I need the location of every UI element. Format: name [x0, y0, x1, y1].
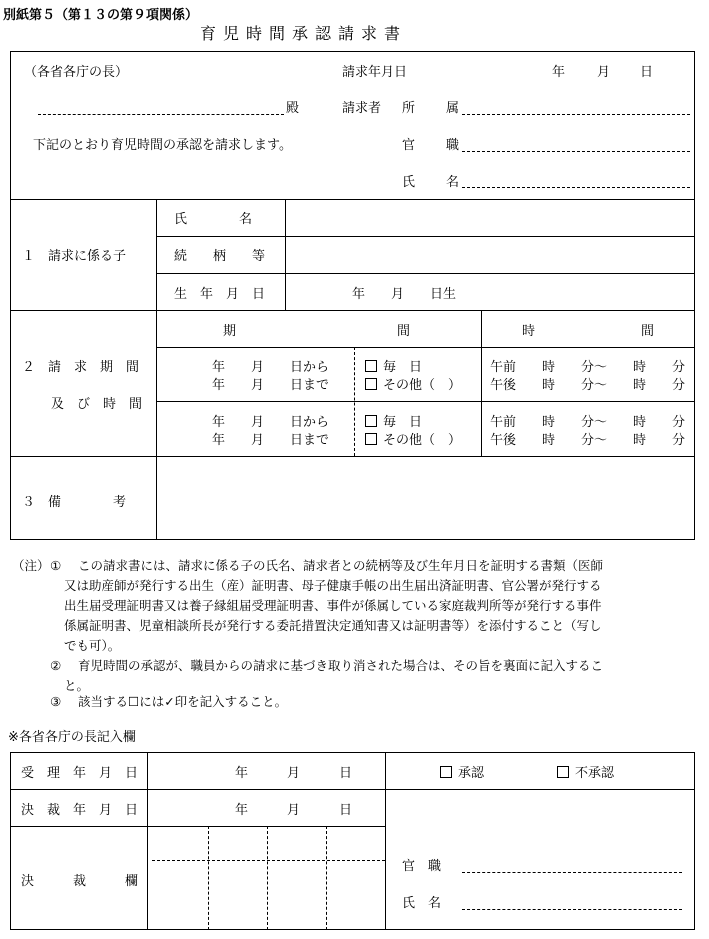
remarks-field[interactable]	[158, 458, 694, 539]
option-daily-1[interactable]: 毎 日	[365, 356, 422, 375]
option-other-2[interactable]: その他（ ）	[365, 429, 461, 448]
checkbox-icon[interactable]	[365, 360, 377, 372]
approval-grid-divider	[208, 826, 209, 930]
checkbox-icon[interactable]	[365, 433, 377, 445]
child-relation-label: 続 柄 等	[174, 249, 266, 264]
ministry-heading: ※各省各庁の長記入欄	[8, 730, 136, 745]
checkbox-icon[interactable]	[365, 415, 377, 427]
request-date-label: 請求年月日	[342, 65, 408, 80]
note-1-line-2: 又は助産師が発行する出生（産）証明書、母子健康手帳の出生届出済証明書、官公署が発行する	[64, 578, 602, 593]
child-birthdate-label: 生 年 月 日	[174, 287, 266, 302]
notes-prefix: （注）	[12, 558, 50, 573]
checkbox-icon[interactable]	[557, 766, 569, 778]
dono-label: 殿	[286, 101, 300, 116]
ministry-post-line[interactable]	[462, 872, 682, 873]
address-line[interactable]	[462, 114, 690, 115]
note-3-line-1: 該当する☐には✓印を記入すること。	[78, 694, 288, 709]
note-1-line-3: 出生届受理証明書又は養子縁組届受理証明書、事件が係属している家庭裁判所等が発行する事件	[64, 598, 602, 613]
request-date-month: 月	[597, 65, 611, 80]
time-am-2[interactable]: 午前 時 分～ 時 分	[490, 415, 686, 430]
period-section-label-2: 及 び 時 間	[51, 397, 143, 412]
note-2-line-2: と。	[64, 678, 90, 693]
period-section-label-1: ２ 請 求 期 間	[22, 360, 140, 375]
request-date-day: 日	[640, 65, 654, 80]
request-date-year: 年	[552, 65, 566, 80]
time-header-b: 間	[641, 324, 655, 339]
name-label2: 名	[446, 175, 460, 190]
address-label: 所	[402, 101, 416, 116]
child-name-label: 氏 名	[174, 212, 253, 227]
period-to-1[interactable]: 年 月 日まで	[212, 378, 330, 393]
form-title: 育児時間承認請求書	[200, 24, 408, 43]
note-1-line-1: この請求書には、請求に係る子の氏名、請求者との続柄等及び生年月日を証明する書類（医師	[78, 558, 604, 573]
note-1-num: ①	[50, 558, 62, 573]
checkbox-icon[interactable]	[440, 766, 452, 778]
child-section-label: １ 請求に係る子	[22, 249, 127, 264]
remarks-label: ３ 備 考	[22, 495, 127, 510]
ministry-name-line[interactable]	[462, 909, 682, 910]
period-from-2[interactable]: 年 月 日から	[212, 415, 330, 430]
period-to-2[interactable]: 年 月 日まで	[212, 433, 330, 448]
name-label: 氏	[402, 175, 416, 190]
time-pm-2[interactable]: 午後 時 分～ 時 分	[490, 433, 686, 448]
approval-column-label: 決 裁 欄	[21, 874, 139, 889]
form-number: 別紙第５（第１３の第９項関係）	[3, 8, 199, 23]
option-daily-2[interactable]: 毎 日	[365, 411, 422, 430]
ministry-name-label: 氏 名	[402, 896, 442, 911]
time-pm-1[interactable]: 午後 時 分～ 時 分	[490, 378, 686, 393]
decision-date-value[interactable]: 年 月 日	[235, 803, 353, 818]
approve-option[interactable]: 承認	[440, 762, 484, 781]
time-am-1[interactable]: 午前 時 分～ 時 分	[490, 360, 686, 375]
time-header-a: 時	[522, 324, 536, 339]
addressee-line[interactable]	[38, 114, 284, 115]
period-header-a: 期	[223, 324, 237, 339]
request-statement: 下記のとおり育児時間の承認を請求します。	[33, 138, 292, 153]
option-other-1[interactable]: その他（ ）	[365, 374, 461, 393]
child-birthdate-value[interactable]: 年 月 日生	[352, 287, 457, 302]
note-2-line-1: 育児時間の承認が、職員からの請求に基づき取り消された場合は、その旨を裏面に記入するこ	[78, 658, 604, 673]
decision-date-label: 決 裁 年 月 日	[21, 803, 139, 818]
name-line[interactable]	[462, 187, 690, 188]
ministry-post-label: 官 職	[402, 859, 442, 874]
approval-grid-line	[152, 860, 385, 861]
addressee-label: （各省各庁の長）	[24, 65, 129, 80]
note-2-num: ②	[50, 658, 62, 673]
requester-label: 請求者	[342, 101, 382, 116]
post-line[interactable]	[462, 151, 690, 152]
received-date-value[interactable]: 年 月 日	[235, 766, 353, 781]
period-header-b: 間	[397, 324, 411, 339]
address-label2: 属	[446, 101, 460, 116]
post-label: 官	[402, 138, 416, 153]
note-1-line-5: でも可）。	[64, 638, 121, 653]
note-1-line-4: 係属証明書、児童相談所長が発行する委託措置決定通知書又は証明書等）を添付すること（写し	[64, 618, 602, 633]
note-3-num: ③	[50, 694, 62, 709]
post-label2: 職	[446, 138, 460, 153]
approval-grid-divider	[267, 826, 268, 930]
received-date-label: 受 理 年 月 日	[21, 766, 139, 781]
period-from-1[interactable]: 年 月 日から	[212, 360, 330, 375]
approval-grid-divider	[326, 826, 327, 930]
checkbox-icon[interactable]	[365, 378, 377, 390]
disapprove-option[interactable]: 不承認	[557, 762, 614, 781]
